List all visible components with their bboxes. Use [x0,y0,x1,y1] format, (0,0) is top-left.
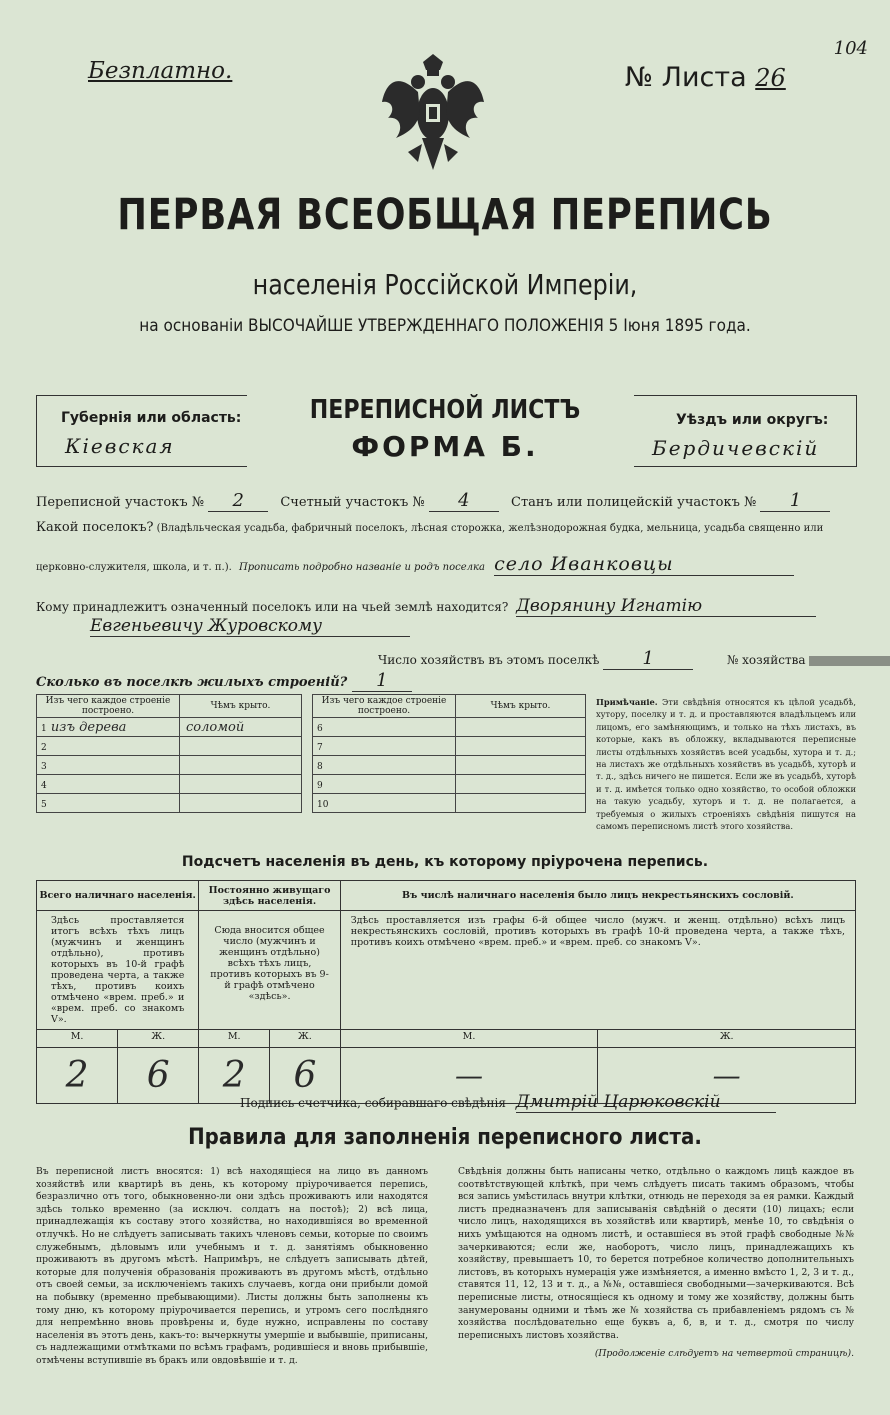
male-header: М. [199,1030,270,1048]
permanent-female-value: 6 [270,1048,341,1104]
total-male-value: 2 [37,1048,118,1104]
population-table [36,880,856,1104]
building-roof-value [456,718,586,737]
total-population-header: Всего наличнаго населенія. [37,881,199,911]
settlement-value: село Иванковцы [494,553,794,576]
building-roof-value: соломой [180,718,302,737]
permanent-population-desc: Сюда вносится общее число (мужчинъ и женщинъ отдѣльно) всѣхъ тѣхъ лицъ, противъ которыхъ въ 9-й графѣ отмѣчено «здѣсь». [199,911,340,1030]
building-row [313,737,586,756]
province-box [36,395,247,467]
households-value: 1 [603,648,693,670]
building-material-cell [37,794,180,813]
settlement-hint-3: Прописать подробно названіе и родъ поселка [238,562,485,573]
buildings-table-left [36,694,302,813]
owner-value-2: Евгеньевичу Журовскому [90,616,410,637]
settlement-label: Какой поселокъ? [36,520,154,535]
note-text: Эти свѣдѣнія относятся къ цѣлой усадьбѣ, хутору, поселку и т. д. и проставляются владѣльцемъ или лицомъ, его замѣняющимъ, и только на тѣхъ листахъ, въ которые, какъ въ обложку, вкладываются переписные листы отдѣльныхъ хозяйствъ всей усадьбы, хутора и т. д.; на листахъ же отдѣльныхъ хозяйствъ въ усадьбѣ, хуторѣ и т. д., здѣсь ничего не пишется. Если же въ усадьбѣ, хуторѣ и т. д. имѣется только одно хозяйство, то особой обложки на такую усадьбу, хуторъ и т. д. не полагается, а требуемыя о жилыхъ строеніяхъ свѣдѣнія пишутся на самомъ переписномъ листѣ этого хозяйства. [596,697,857,832]
building-number: 3 [41,761,47,772]
building-roof-value [180,737,302,756]
subtitle: населенія Россійской Имперіи, [252,268,638,301]
district-value: Бердичевскій [652,436,820,460]
building-material-cell [313,756,456,775]
census-area-value: 2 [208,490,268,512]
building-roof-value [456,775,586,794]
household-number-box [809,656,890,666]
building-number: 4 [41,780,47,791]
rules-left-column: Въ переписной листъ вносятся: 1) всѣ находящіеся на лицо въ данномъ хозяйствѣ или квартирѣ въ день, къ которому пріурочивается перепись, безразлично отъ того, обыкновенно-ли они здѣсь проживаютъ или находятся здѣсь только временно (за исключ. солдатъ на постоѣ); 2) всѣ лица, принадлежащія къ составу этого хозяйства, но находившіяся во временной отлучкѣ. Но не слѣдуетъ записывать такихъ членовъ семьи, которые по своимъ служебнымъ, дѣловымъ или учебнымъ и т. д. занятіямъ обыкновенно проживаютъ въ другомъ мѣстѣ. Напримѣръ, не слѣдуетъ записывать дѣтей, которые для полученія образованія проживаютъ въ другомъ мѣстѣ, отдѣльно отъ своей семьи, за исключеніемъ такихъ случаевъ, когда они прибыли домой на побывку (временно пребывающими). Листы должны быть заполнены къ тому дню, къ которому пріурочивается перепись, и утромъ сего послѣдняго для непремѣнно вновь провѣрены и, буде нужно, исправлены по составу населенія въ этотъ день, какъ-то: вычеркнуты умершіе и выбывшіе, приписаны, съ надлежащими отмѣтками по всѣмъ графамъ, родившіеся и вновь прибывшіе, отмѣчены вступившіе въ бракъ или овдовѣвшіе и т. д. [36,1166,428,1366]
building-material-cell [37,775,180,794]
owner-value-1: Дворянину Игнатію [516,596,816,617]
signature-label: Подпись счетчика, собиравшаго свѣдѣнія [240,1096,506,1110]
male-header: М. [37,1030,118,1048]
building-number: 9 [317,780,323,791]
rules-right-text: Свѣдѣнія должны быть написаны четко, отдѣльно о каждомъ лицѣ каждое въ соотвѣтствующей клѣткѣ, при чемъ слѣдуетъ писать такимъ образомъ, чтобы вся запись умѣстилась внутри клѣтки, отнюдь не переходя за ея рамки. Каждый листъ предназначенъ для записыванія свѣдѣній о десяти (10) лицахъ; если число лицъ, находящихся въ хозяйствѣ или квартирѣ, менѣе 10, то свѣдѣнія о нихъ умѣщаются на одномъ листѣ, и оставшіеся въ этой графѣ свободные №№ зачеркиваются; если же, наоборотъ, число лицъ, принадлежащихъ къ хозяйству, превышаетъ 10, то берется потребное количество дополнительныхъ листовъ, въ которыхъ нумерація уже измѣняется, а именно вмѣсто 1, 2, 3 и т. д., ставятся 11, 12, 13 и т. д., а №№, оставшіеся свободными—зачеркиваются. Всѣ переписные листы, относящіеся къ одному и тому же хозяйству, должны быть занумерованы одними и тѣмъ же № хозяйства съ прибавленіемъ рядомъ съ № хозяйства послѣдовательно еще буквъ а, б, в, и т. д., смотря по числу переписныхъ листовъ хозяйства. [458,1166,854,1341]
building-material-cell [37,737,180,756]
double-headed-eagle-emblem [378,52,488,182]
form-name: ФОРМА Б. [351,430,539,463]
buildings-row [36,670,412,692]
building-material-value: изъ дерева [46,719,127,735]
building-number: 7 [317,742,323,753]
archive-page-number: 104 [833,38,868,59]
building-roof-value [456,794,586,813]
building-row [313,775,586,794]
owner-row-1 [36,596,816,617]
note-block [596,696,856,832]
building-roof-value [180,775,302,794]
settlement-row-2 [36,553,794,576]
permanent-male-value: 2 [199,1048,270,1104]
building-row [313,794,586,813]
sheet-number-label: № Листа [625,62,747,93]
households-row [378,648,890,670]
buildings-right-body [313,718,586,813]
total-population-desc: Здѣсь проставляется итогъ всѣхъ тѣхъ лицъ (мужчинъ и женщинъ отдѣльно), противъ которыхъ въ 10-й графѣ проведена черта, а также тѣхъ, противъ коихъ отмѣчено «врем. преб.» и «врем. преб. со знакомъ V». [37,911,199,1030]
roof-header: Чѣмъ крыто. [456,695,586,718]
police-area-value: 1 [760,490,830,512]
province-value: Кіевская [65,434,175,458]
building-number: 2 [41,742,47,753]
building-number: 1 [41,723,47,734]
female-header: Ж. [598,1030,856,1048]
building-number: 6 [317,723,323,734]
rules-right-column [458,1166,854,1361]
population-title: Подсчетъ населенія въ день, къ которому пріурочена перепись. [181,854,709,870]
female-header: Ж. [118,1030,199,1048]
building-roof-value [456,756,586,775]
building-row [313,756,586,775]
building-number: 10 [317,799,329,810]
buildings-table-right [312,694,586,813]
police-area-label: Станъ или полицейскій участокъ № [511,495,757,510]
note-title: Примѣчаніе. [596,697,658,707]
main-title: ПЕРВАЯ ВСЕОБЩАЯ ПЕРЕПИСЬ [117,190,773,240]
building-row [37,756,302,775]
counting-area-label: Счетный участокъ № [280,495,425,510]
buildings-value: 1 [352,670,412,692]
province-label: Губернія или область: [61,410,242,426]
material-header: Изъ чего каждое строеніе построено. [313,695,456,718]
building-roof-value [180,794,302,813]
non-peasant-female-value: — [598,1048,856,1104]
settlement-hint: (Владѣльческая усадьба, фабричный поселокъ, лѣсная сторожка, желѣзнодорожная будка, мельница, усадьба священно или [156,523,824,534]
district-box [634,395,857,467]
census-area-label: Переписной участокъ № [36,495,205,510]
counting-area-value: 4 [429,490,499,512]
household-number-label: № хозяйства [726,653,806,667]
female-header: Ж. [270,1030,341,1048]
roof-header: Чѣмъ крыто. [180,695,302,718]
buildings-label: Сколько въ поселкѣ жилыхъ строеній? [36,675,348,690]
building-material-cell [313,718,456,737]
non-peasant-desc: Здѣсь проставляется изъ графы 6-й общее число (мужч. и женщ. отдѣльно) всѣхъ лицъ некрестьянскихъ сословій, противъ которыхъ въ графѣ 10-й проведена черта, а также тѣхъ, противъ коихъ отмѣчено «врем. преб.» и «врем. преб. со знакомъ V». [340,911,855,1030]
area-numbers-row [36,490,830,512]
building-number: 8 [317,761,323,772]
sheet-number [625,62,786,93]
building-material-cell [37,756,180,775]
buildings-left-body [37,718,302,813]
rules-title: Правила для заполненія переписного листа. [188,1125,702,1150]
building-roof-value [180,756,302,775]
settlement-hint-2: церковно-служителя, школа, и т. п.). [36,562,232,573]
permanent-population-header: Постоянно живущаго здѣсь населенія. [199,881,340,911]
building-row [313,718,586,737]
signature-row [240,1092,776,1113]
settlement-row-1 [36,520,823,535]
building-row [37,737,302,756]
signature-value: Дмитрій Царюковскій [516,1092,776,1113]
male-header: М. [340,1030,598,1048]
legal-basis: на основаніи ВЫСОЧАЙШЕ УТВЕРЖДЕННАГО ПОЛОЖЕНІЯ 5 Іюня 1895 года. [139,316,751,336]
building-material-cell [313,775,456,794]
building-row [37,794,302,813]
rules-continued: (Продолженіе слѣдуетъ на четвертой страницѣ). [594,1348,854,1360]
owner-label: Кому принадлежитъ означенный поселокъ или на чьей землѣ находится? [36,600,509,614]
sheet-number-value: 26 [755,64,786,92]
building-roof-value [456,737,586,756]
district-label: Уѣздъ или округъ: [676,412,829,428]
non-peasant-header: Въ числѣ наличнаго населенія было лицъ некрестьянскихъ сословій. [340,881,855,911]
building-material-cell [313,794,456,813]
material-header: Изъ чего каждое строеніе построено. [37,695,180,718]
total-female-value: 6 [118,1048,199,1104]
building-material-cell [313,737,456,756]
building-number: 5 [41,799,47,810]
owner-row-2 [90,616,410,637]
non-peasant-male-value: — [340,1048,598,1104]
form-title: ПЕРЕПИСНОЙ ЛИСТЪ [309,395,581,425]
households-label: Число хозяйствъ въ этомъ поселкѣ [378,653,600,667]
building-row [37,718,302,737]
free-of-charge-label: Безплатно. [88,58,233,84]
building-row [37,775,302,794]
building-material-cell [37,718,180,737]
